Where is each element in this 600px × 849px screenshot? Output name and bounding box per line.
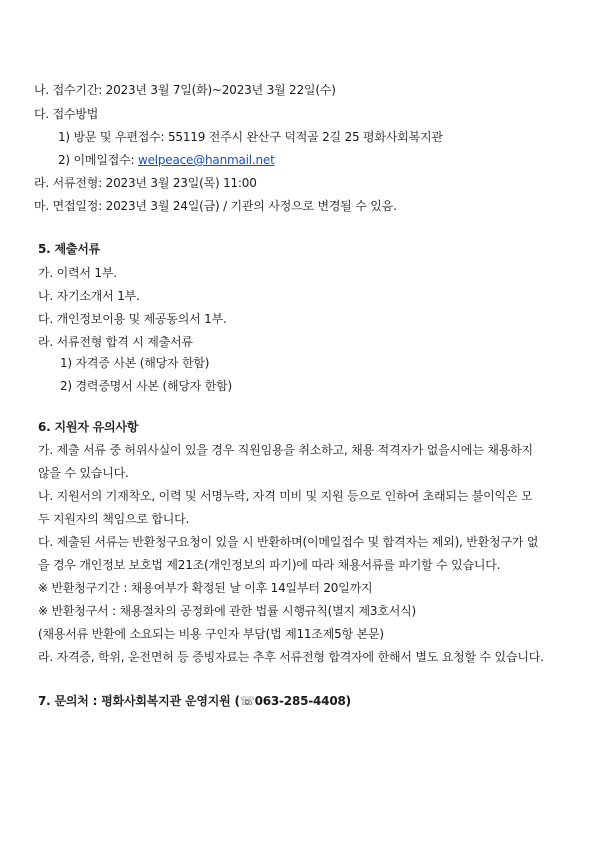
notice-na-line1: 나. 지원서의 기재착오, 이력 및 서명누락, 자격 미비 및 지원 등으로 인하여 초래되는 불이익은 모 <box>38 489 533 503</box>
required-document-item: 나. 자기소개서 1부. <box>38 289 140 303</box>
notice-na-line2: 두 지원자의 책임으로 합니다. <box>38 512 190 526</box>
notice-ra: 라. 자격증, 학위, 운전면허 등 증빙자료는 추후 서류전형 합격자에 한해서 별도 요청할 수 있습니다. <box>38 650 544 664</box>
notice-ga-line2: 않을 수 있습니다. <box>38 466 129 480</box>
notice-ga-line1: 가. 제출 서류 중 허위사실이 있을 경우 직원임용을 취소하고, 채용 적격자가 없을시에는 채용하지 <box>38 443 533 457</box>
email-link[interactable]: welpeace@hanmail.net <box>137 153 275 167</box>
required-document-subitem: 1) 자격증 사본 (해당자 한함) <box>60 356 210 370</box>
notice-da-line2: 을 경우 개인정보 보호법 제21조(개인정보의 파기)에 따라 채용서류를 파기할 수 있습니다. <box>38 558 501 572</box>
notice-return-form: ※ 반환청구서 : 채용절차의 공정화에 관한 법률 시행규칙(별지 제3호서식) <box>38 604 416 618</box>
reception-method-visit: 1) 방문 및 우편접수: 55119 전주시 완산구 덕적골 2길 25 평화사회복지관 <box>58 130 443 144</box>
reception-period: 나. 접수기간: 2023년 3월 7일(화)~2023년 3월 22일(수) <box>34 83 336 97</box>
document-screening: 라. 서류전형: 2023년 3월 23일(목) 11:00 <box>34 176 257 190</box>
reception-method-heading: 다. 접수방법 <box>34 107 99 121</box>
interview-schedule: 마. 면접일정: 2023년 3월 24일(금) / 기관의 사정으로 변경될 수 있음. <box>34 199 397 213</box>
required-document-subitem: 2) 경력증명서 사본 (해당자 한함) <box>60 379 233 393</box>
email-label: 2) 이메일접수: <box>58 153 138 167</box>
required-document-item: 라. 서류전형 합격 시 제출서류 <box>38 335 193 349</box>
notice-return-cost: (채용서류 반환에 소요되는 비용 구인자 부담(법 제11조제5항 본문) <box>38 627 384 641</box>
required-document-item: 다. 개인정보이용 및 제공동의서 1부. <box>38 312 227 326</box>
notice-return-period: ※ 반환청구기간 : 채용여부가 확정된 날 이후 14일부터 20일까지 <box>38 581 373 595</box>
section5-heading: 5. 제출서류 <box>38 242 101 256</box>
section6-heading: 6. 지원자 유의사항 <box>38 420 139 434</box>
required-document-item: 가. 이력서 1부. <box>38 266 117 280</box>
reception-method-email <box>58 153 275 167</box>
section7-contact: 7. 문의처 : 평화사회복지관 운영지원 (☏063-285-4408) <box>38 694 351 708</box>
notice-da-line1: 다. 제출된 서류는 반환청구요청이 있을 시 반환하며(이메일접수 및 합격자는 제외), 반환청구가 없 <box>38 535 539 549</box>
